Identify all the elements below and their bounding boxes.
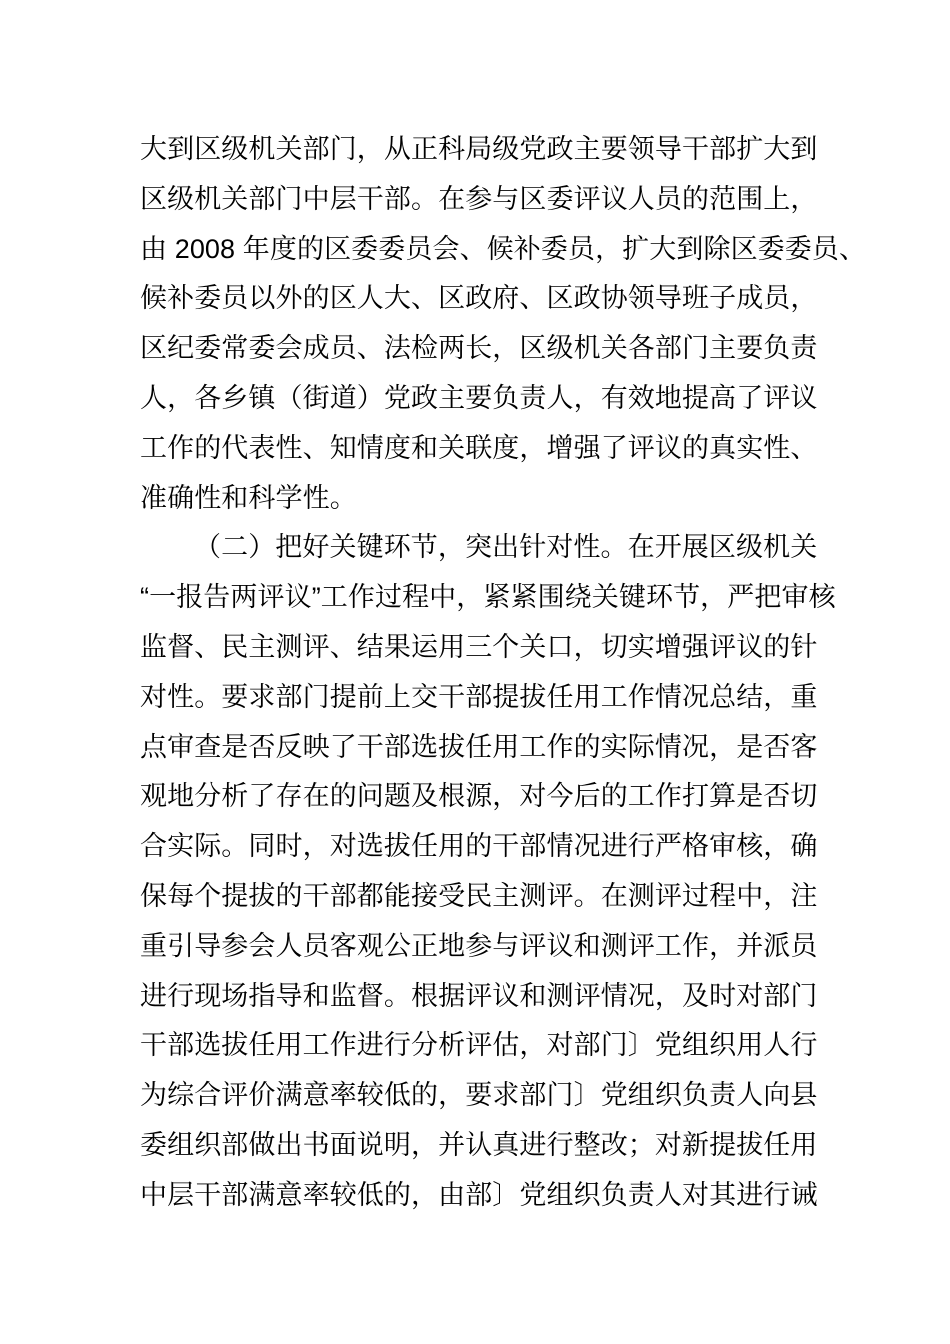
text-line: 重引导参会人员客观公正地参与评议和测评工作，并派员	[140, 930, 818, 961]
text-line: 监督、民主测评、结果运用三个关口，切实增强评议的针	[140, 631, 818, 662]
paragraph	[140, 125, 867, 523]
text-line: 中层干部满意率较低的，由部〕党组织负责人对其进行诫	[140, 1179, 818, 1210]
text-line: 对性。要求部门提前上交干部提拔任用工作情况总结，重	[140, 681, 818, 712]
text-line: “一报告两评议”工作过程中，紧紧围绕关键环节，严把审核	[140, 582, 836, 613]
text-line: 大到区级机关部门，从正科局级党政主要领导干部扩大到	[140, 134, 818, 164]
text-line: 工作的代表性、知情度和关联度，增强了评议的真实性、	[140, 432, 818, 463]
paragraph	[140, 523, 840, 1220]
text-line: 观地分析了存在的问题及根源，对今后的工作打算是否切	[140, 781, 818, 812]
text-line: 进行现场指导和监督。根据评议和测评情况，及时对部门	[140, 980, 818, 1011]
document-text-block	[140, 125, 867, 1221]
text-line: 点审查是否反映了干部选拔任用工作的实际情况，是否客	[140, 731, 818, 762]
text-line: 准确性和科学性。	[140, 482, 357, 513]
text-line: 合实际。同时，对选拔任用的干部情况进行严格审核，确	[140, 831, 818, 862]
text-line: 保每个提拔的干部都能接受民主测评。在测评过程中，注	[140, 880, 818, 911]
text-line: 委组织部做出书面说明，并认真进行整改；对新提拔任用	[140, 1129, 818, 1160]
text-line: 区纪委常委会成员、法检两长，区级机关各部门主要负责	[140, 333, 818, 364]
text-line: 为综合评价满意率较低的，要求部门〕党组织负责人向县	[140, 1080, 818, 1111]
text-line: 由 2008 年度的区委委员会、候补委员，扩大到除区委委员、	[140, 233, 867, 264]
text-line: （二）把好关键环节，突出针对性。在开展区级机关	[194, 532, 818, 563]
text-line: 候补委员以外的区人大、区政府、区政协领导班子成员，	[140, 283, 818, 314]
text-line: 干部选拔任用工作进行分析评估，对部门〕党组织用人行	[140, 1030, 818, 1061]
text-line: 人，各乡镇（街道）党政主要负责人，有效地提高了评议	[140, 382, 818, 413]
text-line: 区级机关部门中层干部。在参与区委评议人员的范围上，	[140, 183, 818, 214]
